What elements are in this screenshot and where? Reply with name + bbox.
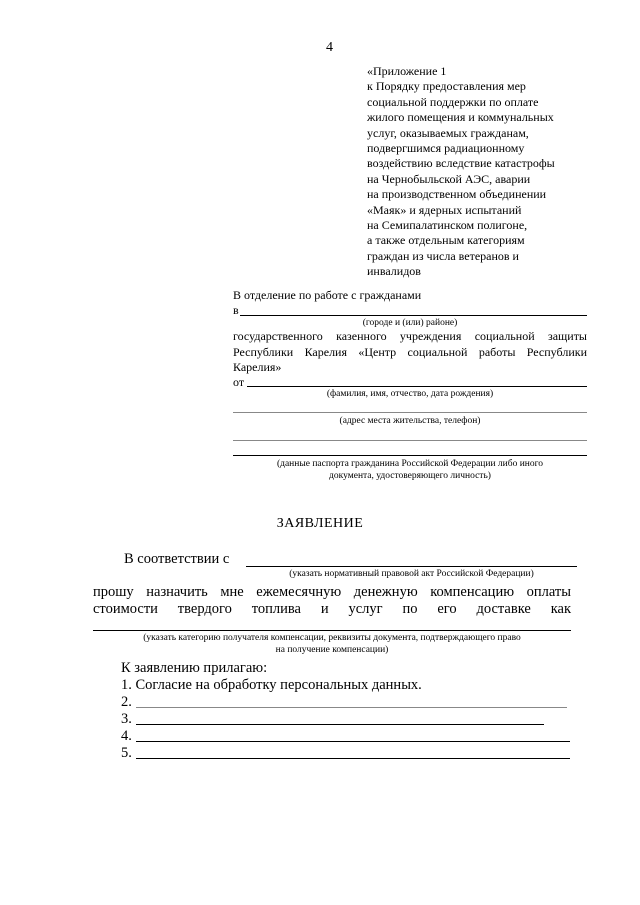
appendix-line: «Маяк» и ядерных испытаний	[367, 202, 522, 217]
appendix-line: на Семипалатинском полигоне,	[367, 218, 528, 233]
appendix-line: социальной поддержки по оплате	[367, 94, 539, 109]
request-line-1: прошу назначить мне ежемесячную денежную компенсацию оплаты	[93, 584, 571, 600]
document-title: ЗАЯВЛЕНИЕ	[276, 516, 364, 531]
from-prefix: от	[233, 375, 245, 389]
passport-field-line-1[interactable]	[233, 440, 587, 441]
category-field-line[interactable]	[93, 630, 571, 631]
caption-category-line-1: (указать категорию получателя компенсации, реквизиты документа, подтверждающего право	[143, 633, 521, 643]
institution-line-3: Карелия»	[233, 360, 282, 374]
caption-name: (фамилия, имя, отчество, дата рождения)	[326, 389, 494, 399]
appendix-line: на производственном объединении	[367, 187, 547, 202]
appendix-line: граждан из числа ветеранов и	[367, 248, 519, 263]
appendix-line: подвергшимся радиационному	[367, 141, 525, 156]
appendix-line: на Чернобыльской АЭС, аварии	[367, 171, 531, 186]
caption-city: (городе и (или) районе)	[362, 318, 458, 328]
attachment-item-1: 1. Согласие на обработку персональных данных.	[121, 677, 422, 693]
attachment-item-2-number: 2.	[121, 694, 132, 710]
accordance-prefix: В соответствии с	[124, 551, 230, 567]
legal-act-field-line[interactable]	[246, 566, 577, 567]
address-field-line[interactable]	[233, 412, 587, 413]
caption-legal-act: (указать нормативный правовой акт Российской Федерации)	[289, 569, 534, 579]
attachment-item-2-field-line[interactable]	[136, 707, 567, 708]
appendix-line: а также отдельным категориям	[367, 233, 525, 248]
institution-line-2: Республики Карелия «Центр социальной работы Республики	[233, 345, 587, 359]
attachment-item-5-field-line[interactable]	[136, 758, 570, 759]
addressee-heading: В отделение по работе с гражданами	[233, 288, 422, 302]
institution-line-1: государственного казенного учреждения социальной защиты	[233, 329, 587, 343]
appendix-line: услуг, оказываемых гражданам,	[367, 125, 529, 140]
attachment-item-4-number: 4.	[121, 728, 132, 744]
attachment-item-5-number: 5.	[121, 745, 132, 761]
attachment-item-4-field-line[interactable]	[136, 741, 570, 742]
attachment-item-3-number: 3.	[121, 711, 132, 727]
applicant-name-field-line[interactable]	[247, 386, 587, 387]
appendix-line: к Порядку предоставления мер	[367, 79, 526, 94]
appendix-line: жилого помещения и коммунальных	[367, 110, 554, 125]
attachment-item-3-field-line[interactable]	[136, 724, 544, 725]
appendix-line: «Приложение 1	[367, 64, 447, 78]
appendix-reference	[367, 64, 555, 280]
passport-field-line-2[interactable]	[233, 455, 587, 456]
caption-category-line-2: на получение компенсации)	[275, 645, 389, 655]
addressee-in-prefix: в	[233, 303, 239, 317]
page-number: 4	[326, 40, 333, 55]
caption-passport-line-1: (данные паспорта гражданина Российской Федерации либо иного	[276, 459, 544, 469]
attachments-heading: К заявлению прилагаю:	[121, 660, 268, 676]
request-line-2: стоимости твердого топлива и услуг по его доставке как	[93, 601, 571, 617]
appendix-line: инвалидов	[367, 264, 421, 279]
appendix-line: воздействию вследствие катастрофы	[367, 156, 555, 171]
caption-passport-line-2: документа, удостоверяющего личность)	[329, 471, 491, 481]
city-district-field-line[interactable]	[240, 315, 587, 316]
caption-address: (адрес места жительства, телефон)	[339, 416, 481, 426]
